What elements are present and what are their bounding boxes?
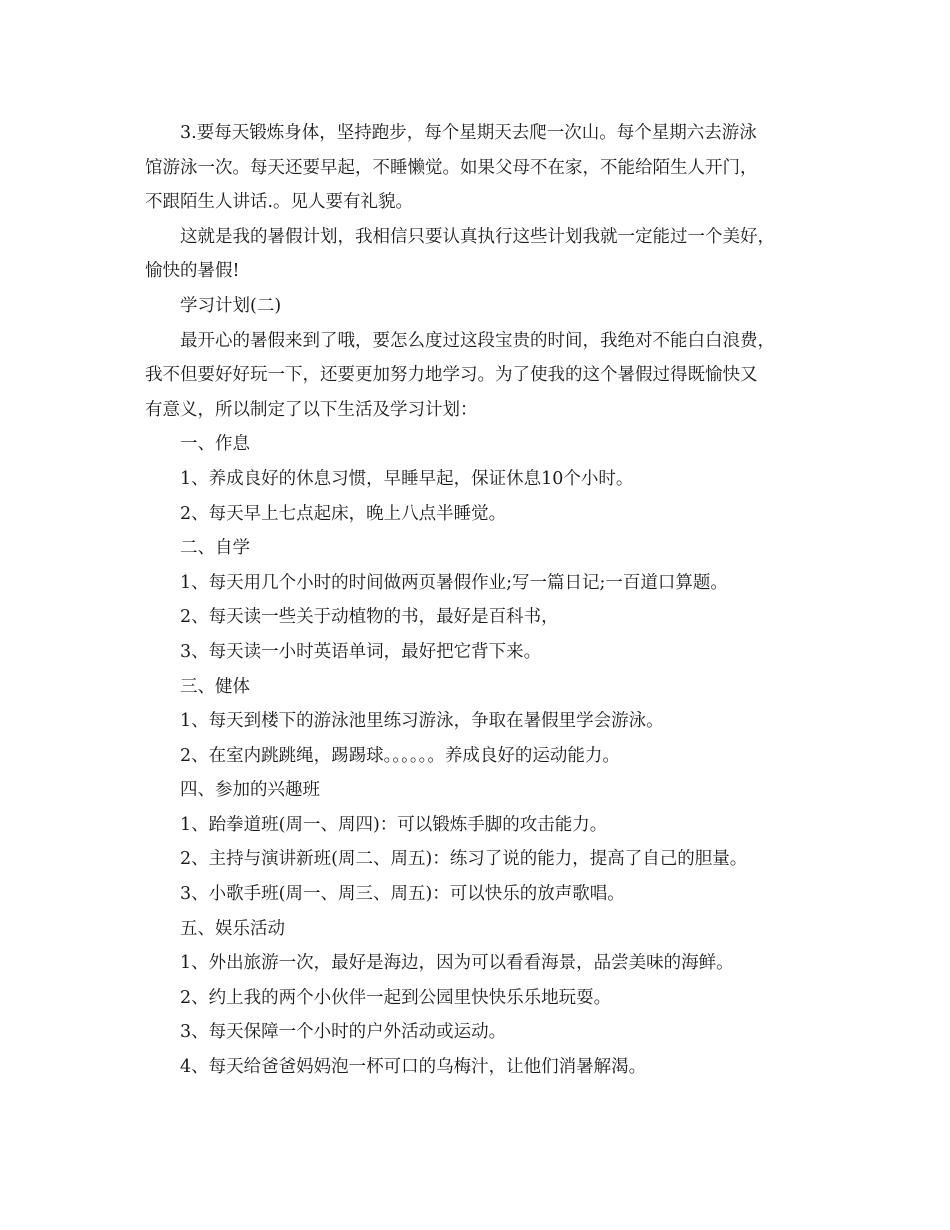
text-line: 我不但要好好玩一下，还要更加努力地学习。为了使我的这个暑假过得既愉快又	[145, 365, 758, 386]
section-heading: 四、参加的兴趣班	[180, 780, 320, 801]
list-item: 1、跆拳道班(周一、周四)：可以锻炼手脚的攻击能力。	[180, 814, 608, 835]
list-item: 2、约上我的两个小伙伴一起到公园里快快乐乐地玩耍。	[180, 987, 612, 1008]
list-item: 3、小歌手班(周一、周三、周五)：可以快乐的放声歌唱。	[180, 884, 625, 905]
list-item: 1、外出旅游一次，最好是海边，因为可以看看海景，品尝美味的海鲜。	[180, 953, 734, 974]
section-heading: 二、自学	[180, 538, 250, 559]
text-line: 馆游泳一次。每天还要早起，不睡懒觉。如果父母不在家，不能给陌生人开门，	[145, 157, 758, 178]
list-item: 1、每天到楼下的游泳池里练习游泳，争取在暑假里学会游泳。	[180, 711, 664, 732]
list-item: 2、每天早上七点起床，晚上八点半睡觉。	[180, 503, 507, 524]
text-line: 3.要每天锻炼身体，坚持跑步，每个星期天去爬一次山。每个星期六去游泳	[180, 123, 757, 143]
section-heading: 一、作息	[180, 434, 250, 455]
document-body	[145, 116, 815, 1085]
text-line: 不跟陌生人讲话.。见人要有礼貌。	[145, 192, 414, 213]
list-item: 4、每天给爸爸妈妈泡一杯可口的乌梅汁，让他们消暑解渴。	[180, 1057, 647, 1078]
text-line: 这就是我的暑假计划，我相信只要认真执行这些计划我就一定能过一个美好，	[180, 226, 775, 247]
list-item: 1、每天用几个小时的时间做两页暑假作业;写一篇日记;一百道口算题。	[180, 572, 728, 593]
section-heading: 三、健体	[180, 676, 250, 697]
list-item: 2、在室内跳跳绳，踢踢球。。。。。。养成良好的运动能力。	[180, 745, 620, 766]
list-item: 3、每天保障一个小时的户外活动或运动。	[180, 1022, 507, 1043]
text-line: 愉快的暑假!	[145, 261, 240, 282]
section-heading: 学习计划(二)	[180, 295, 282, 316]
list-item: 2、主持与演讲新班(周二、周五)：练习了说的能力，提高了自己的胆量。	[180, 849, 748, 870]
list-item: 2、每天读一些关于动植物的书，最好是百科书，	[180, 607, 559, 628]
section-heading: 五、娱乐活动	[180, 918, 285, 939]
list-item: 1、养成良好的休息习惯，早睡早起，保证休息10个小时。	[180, 468, 634, 489]
text-line: 最开心的暑假来到了哦，要怎么度过这段宝贵的时间，我绝对不能白白浪费，	[180, 330, 775, 351]
text-line: 有意义，所以制定了以下生活及学习计划：	[145, 399, 478, 420]
list-item: 3、每天读一小时英语单词，最好把它背下来。	[180, 641, 542, 662]
